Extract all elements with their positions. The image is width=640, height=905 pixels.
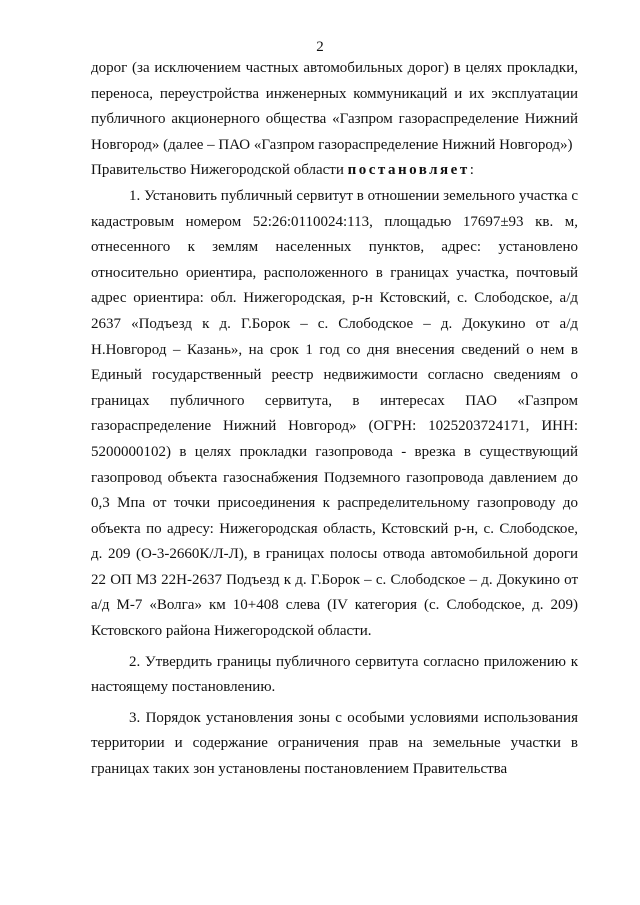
intro-paragraph: дорог (за исключением частных автомобильных дорог) в целях прокладки, переноса, переустройства инженерных коммуникаций и их эксплуатации публичного акционерного общества «Газпром газораспределение Нижний Новгород» (далее – ПАО «Газпром газораспределение Нижний Новгород») [91, 60, 578, 153]
item-2-paragraph: 2. Утвердить границы публичного сервитута согласно приложению к настоящему постановлению. [91, 653, 578, 696]
decree-word: постановляет [347, 162, 470, 179]
decree-colon: : [469, 162, 474, 179]
government-name: Правительство Нижегородской области [91, 162, 348, 179]
decree-line [91, 158, 578, 184]
document-body [91, 56, 578, 783]
item-3-paragraph: 3. Порядок установления зоны с особыми условиями использования территории и содержание ограничения прав на земельные участки в границах таких зон установлены постановлением Правительства [91, 709, 578, 778]
page-number: 2 [316, 39, 324, 55]
item-1-paragraph: 1. Установить публичный сервитут в отношении земельного участка с кадастровым номером 52:26:0110024:113, площадью 17697±93 кв. м, отнесенного к землям населенных пунктов, адрес: установлено относительно ориентира, расположенного в границах участка, почтовый адрес ориентира: обл. Нижегородская, р-н Кстовский, с. Слободское, а/д 2637 «Подъезд к д. Г.Борок – с. Слободское – д. Докукино от а/д Н.Новгород – Казань», на срок 1 год со дня внесения сведений о нем в Единый государственный реестр недвижимости согласно сведениям о границах публичного сервитута, в интересах ПАО «Газпром газораспределение Нижний Новгород» (ОГРН: 1025203724171, ИНН: 5200000102) в целях прокладки газопровода - врезка в существующий газопровод объекта газоснабжения Подземного газопровода давлением до 0,3 Мпа от точки присоединения к распределительному газопроводу до объекта по адресу: Нижегородская область, Кстовский р-н, с. Слободское, д. 209 (О-3-2660К/Л-Л), в границах полосы отвода автомобильной дороги 22 ОП МЗ 22Н-2637 Подъезд к д. Г.Борок – с. Слободское – д. Докукино от а/д М-7 «Волга» км 10+408 слева (IV категория (с. Слободское, д. 209) Кстовского района Нижегородской области. [91, 187, 578, 640]
